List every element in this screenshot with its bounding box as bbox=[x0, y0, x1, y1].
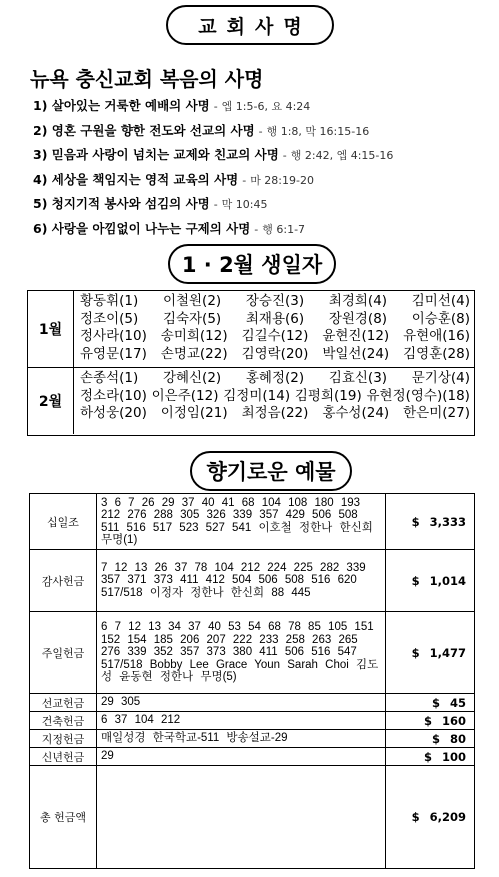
birthday-names bbox=[74, 368, 474, 434]
mission-item bbox=[33, 168, 493, 193]
offering-category: 십일조 bbox=[30, 494, 97, 550]
offering-detail: 6 37 104 212 bbox=[97, 712, 386, 730]
offering-heading bbox=[190, 451, 352, 491]
birthday-name: 이철원(2) bbox=[162, 293, 222, 309]
mission-item bbox=[33, 94, 493, 119]
birthday-name: 박일선(24) bbox=[322, 345, 390, 362]
offering-category: 신년헌금 bbox=[30, 748, 97, 766]
offering-amount: 6,209 bbox=[429, 810, 466, 824]
birthday-name: 이은주(12) bbox=[151, 387, 219, 404]
birthday-line bbox=[80, 293, 470, 311]
birthday-month-label: 2월 bbox=[28, 368, 74, 434]
birthday-name: 정소라(10) bbox=[80, 387, 147, 404]
offering-row bbox=[30, 550, 475, 612]
birthday-name: 문기상(4) bbox=[411, 370, 470, 386]
mission-item-separator: - bbox=[213, 198, 218, 212]
birthday-name: 홍혜정(2) bbox=[245, 370, 305, 386]
birthday-name: 김평희(19) bbox=[294, 387, 362, 404]
birthday-name: 최재용(6) bbox=[245, 310, 305, 327]
offering-detail bbox=[97, 766, 386, 869]
offering-amount: 1,014 bbox=[429, 573, 466, 588]
offering-category: 지정헌금 bbox=[30, 730, 97, 748]
offering-amount: 3,333 bbox=[429, 514, 466, 529]
birthday-month-row bbox=[28, 368, 474, 434]
birthday-name: 한은미(27) bbox=[403, 405, 470, 421]
birthday-name: 장원경(8) bbox=[328, 310, 388, 327]
offering-detail: 6 7 12 13 34 37 40 53 54 68 78 85 105 151 152 154 185 206 207 222 233 258 263 265 276 339 352 357 373 380 411 506 516 547 517/518 Bobby Lee Grace Youn Sarah Choi 김도성 윤동현 정한나 무명(5) bbox=[97, 612, 386, 694]
mission-item-text: 3) 믿음과 사랑이 넘치는 교제와 친교의 사명 bbox=[33, 147, 279, 163]
birthday-month-row bbox=[28, 291, 474, 368]
offering-amount-cell bbox=[386, 748, 475, 766]
mission-item bbox=[33, 143, 493, 168]
currency-symbol: $ bbox=[431, 695, 440, 710]
birthday-name: 김길수(12) bbox=[241, 328, 309, 344]
mission-item bbox=[33, 217, 493, 242]
birthday-name: 유현정(영수)(18) bbox=[366, 387, 470, 404]
offering-amount-cell bbox=[386, 712, 475, 730]
birthday-name: 김영락(20) bbox=[241, 345, 309, 362]
mission-item-separator: - bbox=[213, 100, 218, 113]
offering-detail: 7 12 13 26 37 78 104 212 224 225 282 339 357 371 373 411 412 504 506 508 516 620 517/518 이정자 정한나 한신희 88 445 bbox=[97, 550, 386, 612]
mission-item-separator: - bbox=[258, 124, 263, 138]
birthday-name: 김미선(4) bbox=[411, 293, 470, 309]
birthday-name: 강혜신(2) bbox=[162, 370, 222, 386]
offering-row bbox=[30, 712, 475, 730]
offering-category: 주일헌금 bbox=[30, 612, 97, 694]
mission-item bbox=[33, 192, 493, 217]
birthday-name: 유영문(17) bbox=[80, 345, 147, 362]
birthday-name: 손종석(1) bbox=[80, 370, 139, 386]
birthday-name: 송미희(12) bbox=[160, 328, 228, 344]
birthday-line bbox=[80, 346, 470, 364]
mission-item-separator: - bbox=[242, 173, 247, 187]
mission-item-reference: 막 10:45 bbox=[221, 198, 268, 212]
mission-item-reference: 행 1:8, 막 16:15-16 bbox=[266, 124, 370, 138]
offering-row bbox=[30, 730, 475, 748]
offering-table bbox=[29, 493, 475, 869]
offering-amount-cell bbox=[386, 494, 475, 550]
offering-amount-cell bbox=[386, 612, 475, 694]
birthday-name: 이승훈(8) bbox=[411, 310, 470, 327]
mission-title: 뉴욕 충신교회 복음의 사명 bbox=[30, 67, 264, 91]
offering-category: 건축헌금 bbox=[30, 712, 97, 730]
birthday-name: 정사라(10) bbox=[80, 328, 147, 344]
currency-symbol: $ bbox=[411, 810, 420, 824]
offering-row bbox=[30, 766, 475, 869]
birthday-name: 정조이(5) bbox=[80, 310, 139, 327]
offering-category: 선교헌금 bbox=[30, 694, 97, 712]
birthday-name: 장승진(3) bbox=[245, 293, 305, 309]
birthday-name: 손명교(22) bbox=[160, 345, 228, 362]
church-mission-heading-text: 교회사명 bbox=[198, 15, 312, 38]
offering-amount-cell bbox=[386, 766, 475, 869]
birthday-table bbox=[27, 290, 475, 436]
mission-item-text: 6) 사랑을 아낌없이 나누는 구제의 사명 bbox=[33, 220, 251, 236]
offering-amount: 100 bbox=[441, 749, 466, 764]
offering-detail: 매일성경 한국학교-511 방송설교-29 bbox=[97, 730, 386, 748]
birthday-name: 하성웅(20) bbox=[80, 405, 147, 421]
offering-amount-cell bbox=[386, 694, 475, 712]
currency-symbol: $ bbox=[411, 645, 420, 660]
currency-symbol: $ bbox=[423, 713, 432, 728]
birthday-name: 황동휘(1) bbox=[80, 293, 139, 309]
church-mission-heading bbox=[166, 5, 334, 45]
birthday-name: 홍수성(24) bbox=[322, 405, 390, 421]
mission-item-text: 2) 영혼 구원을 향한 전도와 선교의 사명 bbox=[33, 122, 255, 138]
mission-item-text: 4) 세상을 책임지는 영적 교육의 사명 bbox=[33, 171, 239, 187]
currency-symbol: $ bbox=[431, 731, 440, 746]
offering-amount: 1,477 bbox=[429, 645, 466, 660]
mission-item bbox=[33, 119, 493, 144]
mission-item-separator: - bbox=[282, 149, 287, 163]
birthday-names bbox=[74, 291, 474, 367]
offering-amount-cell bbox=[386, 730, 475, 748]
birthday-line bbox=[80, 370, 470, 388]
birthday-month-label: 1월 bbox=[28, 291, 74, 367]
birthday-name: 최정음(22) bbox=[241, 405, 309, 421]
birthday-line bbox=[80, 328, 470, 346]
offering-row bbox=[30, 748, 475, 766]
birthday-heading-text: 1 · 2월 생일자 bbox=[181, 253, 323, 277]
mission-item-reference: 행 6:1-7 bbox=[262, 222, 306, 236]
birthday-name: 윤현진(12) bbox=[322, 328, 390, 344]
offering-amount: 160 bbox=[441, 713, 466, 728]
mission-item-text: 5) 청지기적 봉사와 섬김의 사명 bbox=[33, 196, 210, 212]
birthday-name: 김정미(14) bbox=[223, 387, 291, 404]
offering-detail: 29 bbox=[97, 748, 386, 766]
offering-amount-cell bbox=[386, 550, 475, 612]
offering-amount: 45 bbox=[449, 695, 466, 710]
birthday-name: 유현애(16) bbox=[403, 328, 470, 344]
offering-row bbox=[30, 612, 475, 694]
birthday-line bbox=[80, 405, 470, 423]
birthday-name: 최경희(4) bbox=[328, 293, 388, 309]
offering-detail: 3 6 7 26 29 37 40 41 68 104 108 180 193 212 276 288 305 326 339 357 429 506 508 511 516 517 523 527 541 이호철 정한나 한신희 무명(1) bbox=[97, 494, 386, 550]
offering-heading-text: 향기로운 예물 bbox=[206, 460, 336, 484]
birthday-heading bbox=[168, 244, 336, 284]
birthday-line bbox=[80, 311, 470, 329]
mission-item-reference: 엡 1:5-6, 요 4:24 bbox=[221, 100, 311, 113]
birthday-name: 김숙자(5) bbox=[162, 310, 222, 327]
currency-symbol: $ bbox=[423, 749, 432, 764]
birthday-line bbox=[80, 388, 470, 406]
offering-amount: 80 bbox=[449, 731, 466, 746]
mission-item-text: 1) 살아있는 거룩한 예배의 사명 bbox=[33, 98, 210, 113]
offering-row bbox=[30, 494, 475, 550]
birthday-name: 김영훈(28) bbox=[403, 345, 470, 362]
offering-detail: 29 305 bbox=[97, 694, 386, 712]
currency-symbol: $ bbox=[411, 573, 420, 588]
currency-symbol: $ bbox=[411, 514, 420, 529]
mission-item-reference: 행 2:42, 엡 4:15-16 bbox=[290, 149, 394, 163]
offering-category: 총 헌금액 bbox=[30, 766, 97, 869]
mission-list bbox=[33, 94, 493, 242]
offering-category: 감사헌금 bbox=[30, 550, 97, 612]
mission-item-reference: 마 28:19-20 bbox=[250, 173, 314, 187]
offering-row bbox=[30, 694, 475, 712]
birthday-name: 김효신(3) bbox=[328, 370, 388, 386]
birthday-name: 이정임(21) bbox=[160, 405, 228, 421]
mission-item-separator: - bbox=[254, 222, 259, 236]
